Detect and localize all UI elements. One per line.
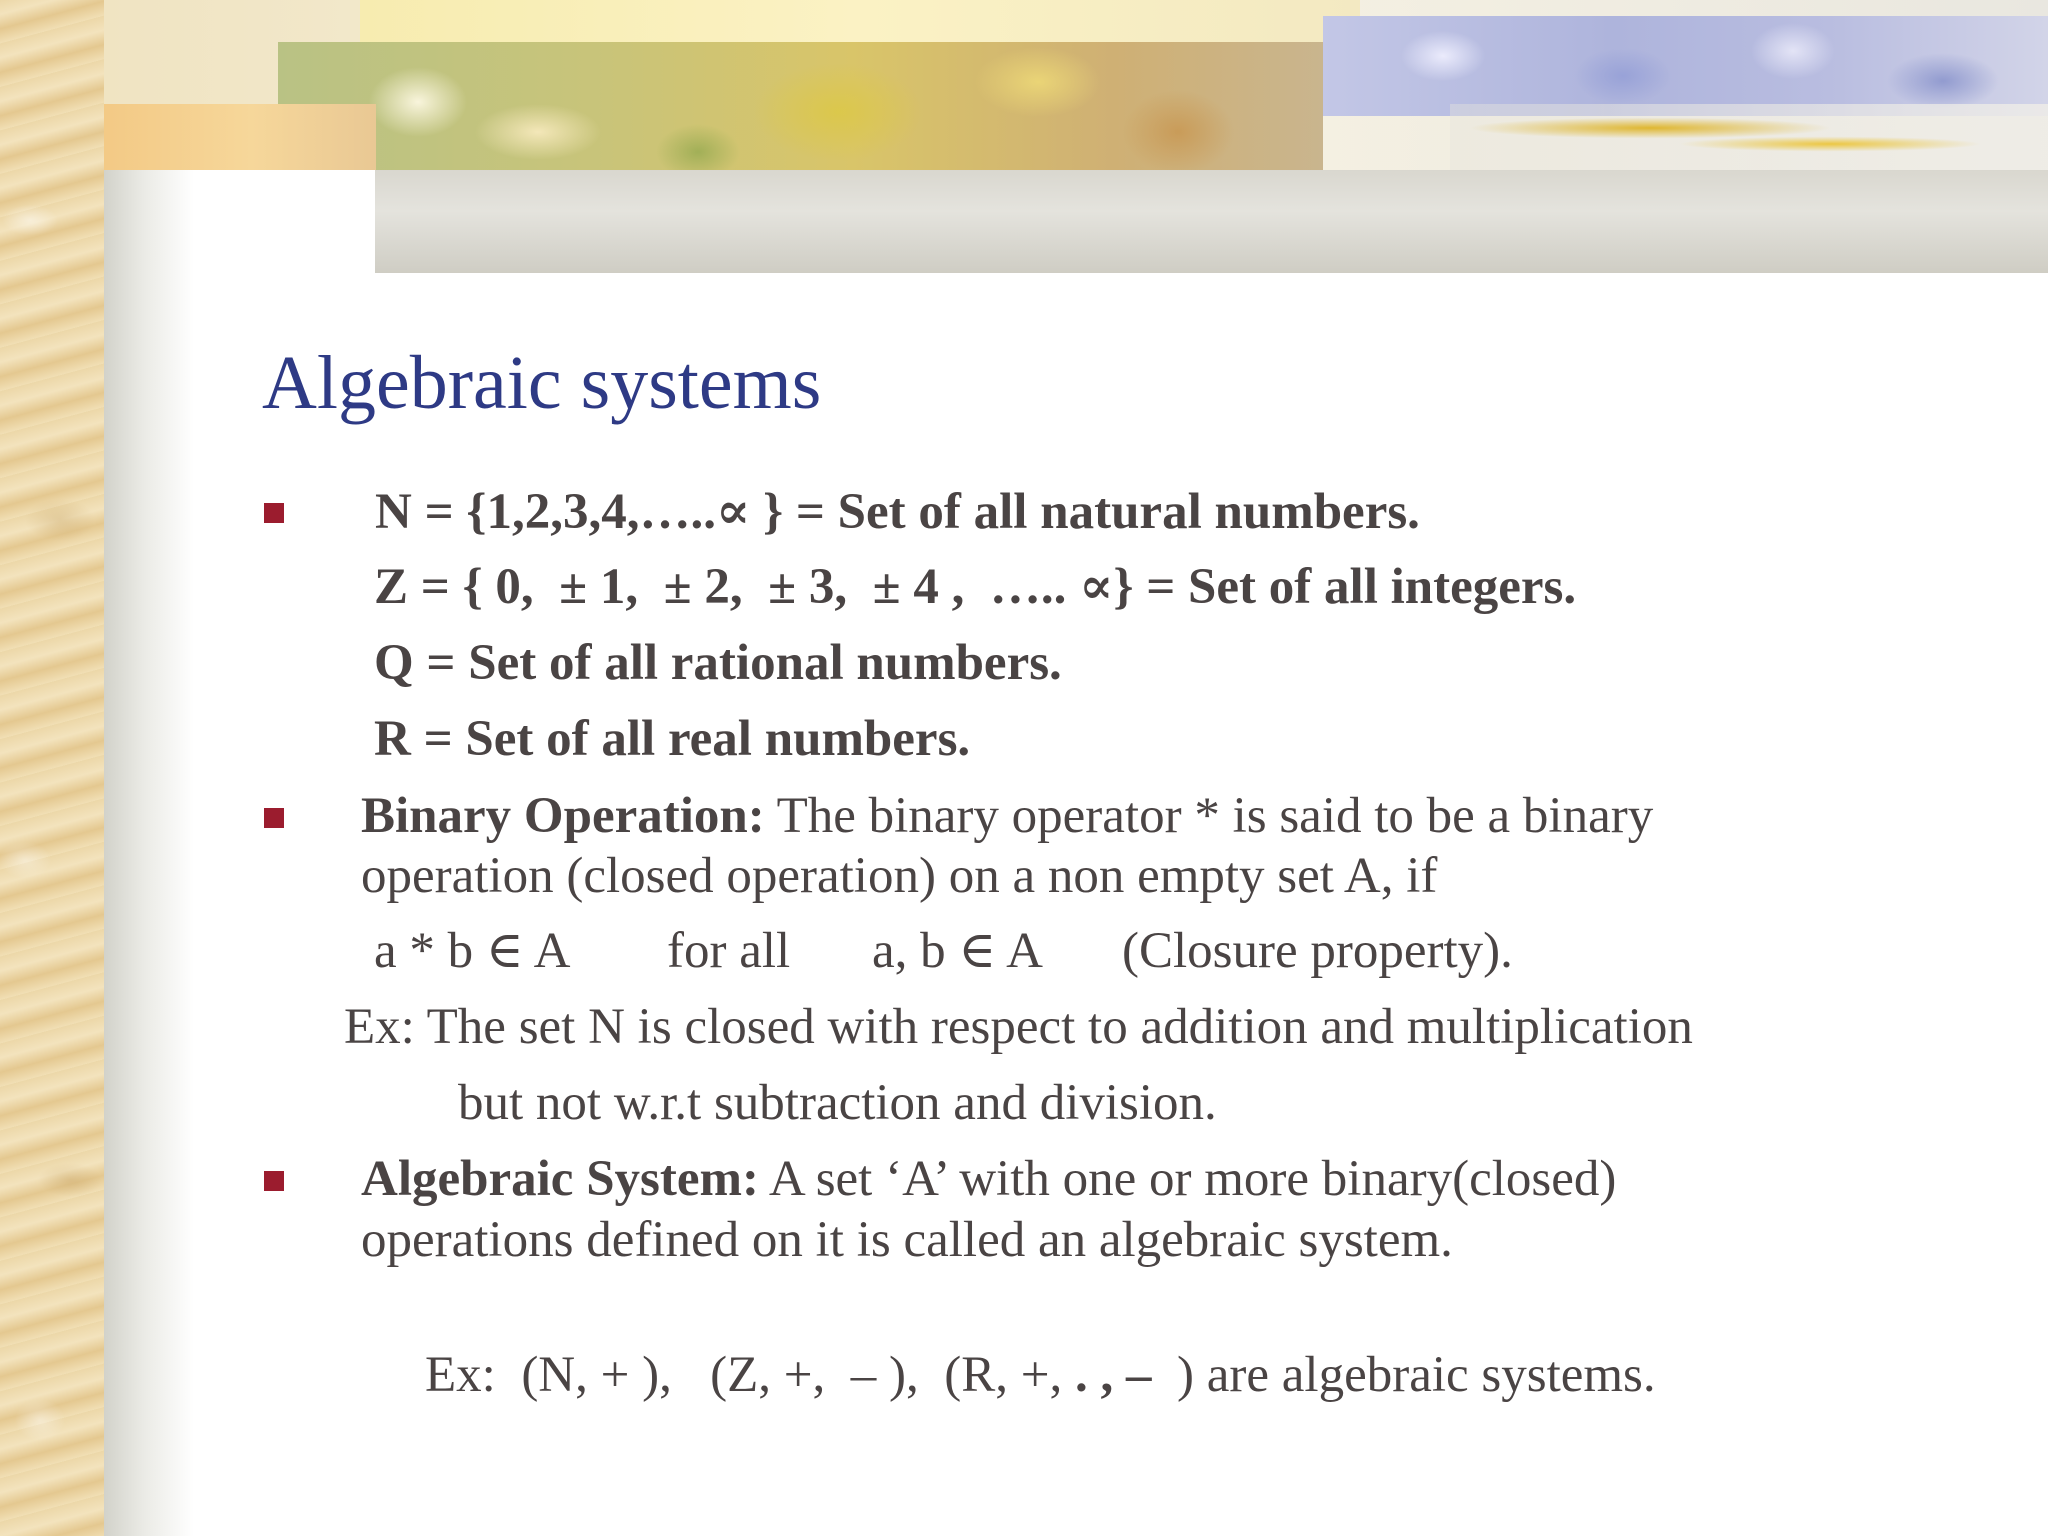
algebraic-system-term: Algebraic System: bbox=[361, 1151, 759, 1207]
left-texture-strip bbox=[0, 0, 104, 1536]
header-band-gold bbox=[66, 104, 376, 170]
algebraic-example-prefix: Ex: (N, + ), (Z, +, – ), (R, +, bbox=[425, 1347, 1076, 1403]
bullet-square-icon bbox=[264, 1171, 284, 1191]
closure-expression: a * b ∈ A bbox=[374, 923, 571, 979]
binary-operation-term: Binary Operation: bbox=[361, 788, 765, 844]
bullet-square-icon bbox=[264, 808, 284, 828]
algebraic-example-suffix: ) are algebraic systems. bbox=[1151, 1347, 1656, 1403]
header-blue-image bbox=[1323, 16, 2048, 116]
closure-variables: a, b ∈ A bbox=[872, 923, 1043, 979]
binary-operation-line-1 bbox=[361, 786, 1653, 846]
algebraic-system-line-1 bbox=[361, 1149, 1616, 1209]
algebraic-system-line-2: operations defined on it is called an algebraic system. bbox=[361, 1212, 1453, 1268]
closure-property-label: (Closure property). bbox=[1122, 923, 1513, 979]
algebraic-system-text-1: A set ‘A’ with one or more binary(closed) bbox=[759, 1151, 1617, 1207]
closure-for-all: for all bbox=[667, 923, 791, 979]
left-shadow bbox=[104, 170, 194, 1536]
binary-example-line-2: but not w.r.t subtraction and division. bbox=[458, 1075, 1217, 1131]
algebraic-example-ops: . , – bbox=[1075, 1347, 1152, 1403]
rationals-line: Q = Set of all rational numbers. bbox=[374, 635, 1062, 691]
header-shadow-bar bbox=[375, 170, 2048, 273]
algebraic-example-line bbox=[374, 1285, 1656, 1465]
integers-line: Z = { 0, ± 1, ± 2, ± 3, ± 4 , ….. ∝} = Set of all integers. bbox=[374, 559, 1577, 615]
slide-title: Algebraic systems bbox=[262, 341, 822, 425]
header-band-yellow bbox=[360, 0, 1360, 42]
binary-operation-text-1: The binary operator * is said to be a binary bbox=[764, 788, 1654, 844]
binary-example-line-1: Ex: The set N is closed with respect to addition and multiplication bbox=[344, 999, 1693, 1055]
natural-numbers-line: N = {1,2,3,4,…..∝ } = Set of all natural numbers. bbox=[375, 484, 1420, 540]
header-gold-streak bbox=[1450, 104, 2048, 170]
bullet-square-icon bbox=[264, 503, 284, 523]
reals-line: R = Set of all real numbers. bbox=[374, 711, 971, 767]
header-floral-image bbox=[278, 42, 1323, 170]
binary-operation-line-2: operation (closed operation) on a non empty set A, if bbox=[361, 848, 1438, 904]
